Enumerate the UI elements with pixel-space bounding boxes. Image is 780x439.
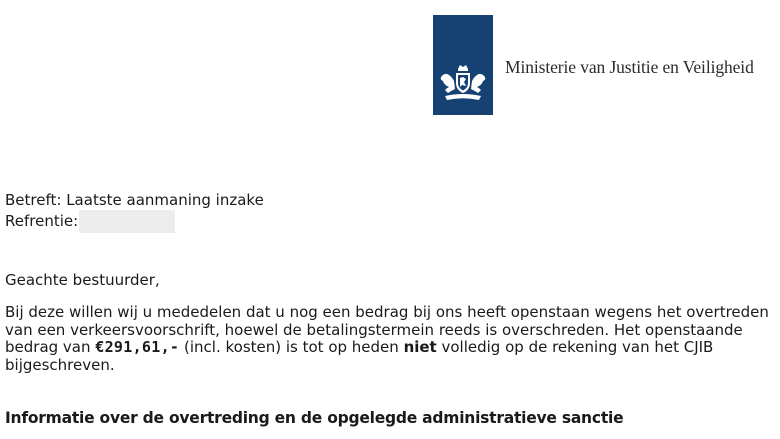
logo-block xyxy=(433,15,493,115)
reference-label: Refrentie: xyxy=(5,211,79,230)
paragraph-text-1: Bij deze willen wij u mededelen dat u nog een bedrag bij ons heeft openstaan wegens het overtreden van een verkeersvoorschrift, hoewel de betalingstermein reeds is overschreden. Het openstaande bedrag van xyxy=(5,303,769,356)
subject-line xyxy=(5,192,770,210)
greeting: Geachte bestuurder, xyxy=(5,270,160,289)
royal-coat-of-arms-icon xyxy=(437,63,489,107)
emphasis-text: niet xyxy=(403,338,437,356)
paragraph-text-3: volledig op de rekening van het CJIB bijgeschreven. xyxy=(5,338,714,374)
reference-line xyxy=(5,210,770,233)
redacted-reference xyxy=(79,210,175,233)
ministry-logo xyxy=(433,15,754,115)
organization-name: Ministerie van Justitie en Veiligheid xyxy=(505,56,754,77)
section-heading: Informatie over de overtreding en de opgelegde administratieve sanctie xyxy=(5,408,624,427)
subject-label: Betreft: xyxy=(5,191,62,209)
subject-value: Laatste aanmaning inzake xyxy=(66,191,264,209)
outstanding-amount: €291,61,- xyxy=(95,338,180,356)
letter-body xyxy=(5,192,770,374)
paragraph-text-2: (incl. kosten) is tot op heden xyxy=(179,338,404,356)
body-paragraph xyxy=(5,304,770,374)
